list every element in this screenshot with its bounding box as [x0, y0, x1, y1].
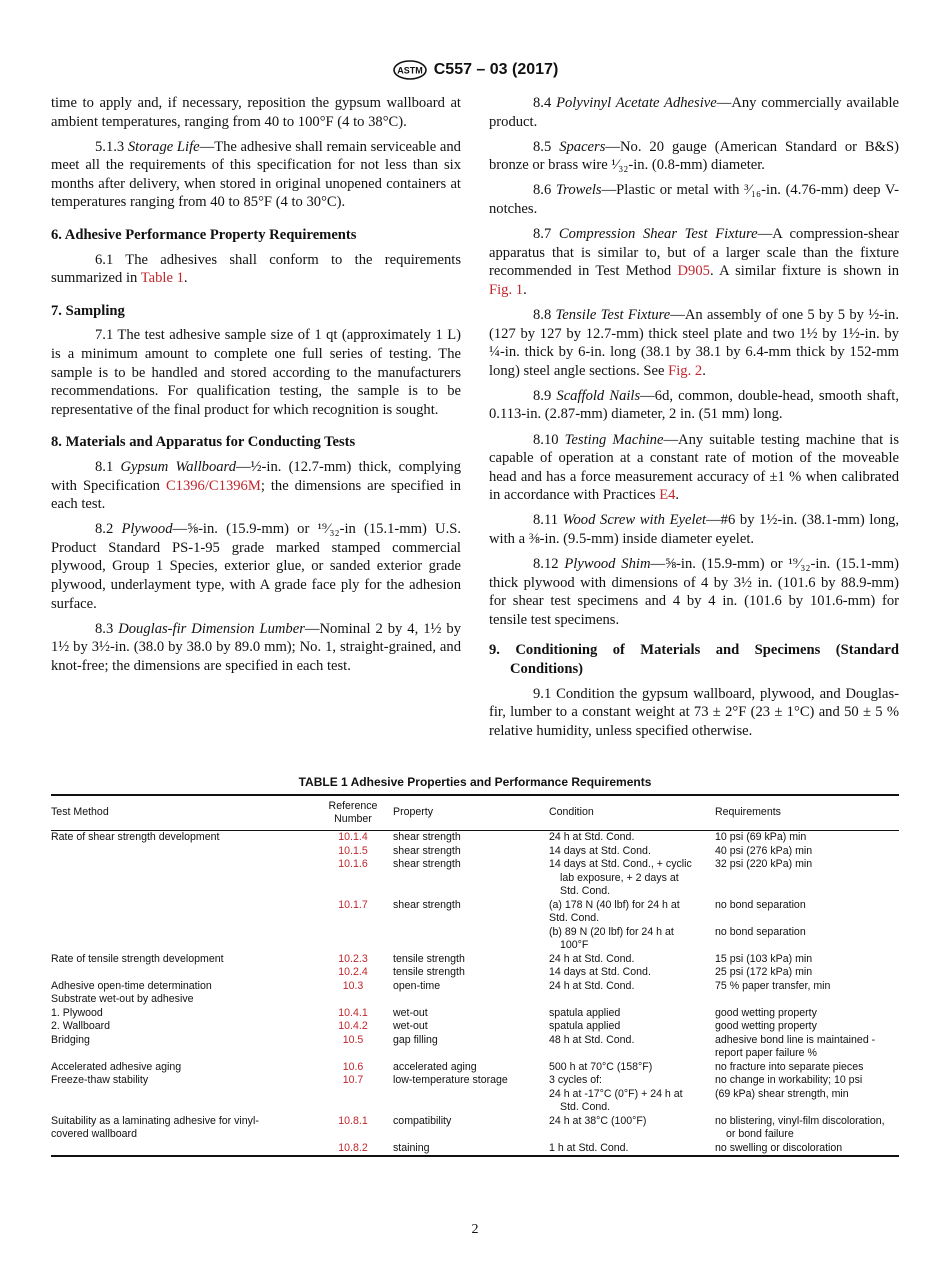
header-property: Property	[393, 795, 549, 831]
paragraph-8-1: 8.1 Gypsum Wallboard—½-in. (12.7-mm) thick, complying with Specification C1396/C1396M; the dimensions are specified in each test.	[51, 459, 462, 513]
table-row: 10.8.2 staining 1 h at Std. Cond. no swelling or discoloration	[51, 1142, 899, 1157]
table-row: 2. Wallboard 10.4.2 wet-out spatula applied good wetting property	[51, 1020, 817, 1032]
section-heading-6: 6. Adhesive Performance Property Requirements	[51, 227, 357, 244]
reference-link[interactable]: 10.4.2	[338, 1020, 368, 1032]
c1396-link[interactable]: C1396/C1396M	[165, 477, 261, 494]
left-column	[51, 94, 461, 682]
paragraph-8-8: 8.8 Tensile Test Fixture—An assembly of one 5 by 5 by ½-in. (127 by 127 by 12.7-mm) thick steel plate and two 1½ by 1½-in. by ¼-in. thick by 6-in. long (38.1 by 38.1 by 6.4-mm thick by 152-mm long) steel angle sections. See Fig. 2.	[489, 306, 900, 379]
paragraph-8-10: 8.10 Testing Machine—Any suitable testing machine that is capable of operation at a constant rate of motion of the moveable head and has a force measurement accuracy of ±1 % when calibrated in accordance with Practices E4.	[489, 431, 900, 504]
reference-link[interactable]: 10.1.7	[338, 898, 368, 911]
d905-link[interactable]: D905	[677, 263, 710, 280]
paragraph-8-3: 8.3 Douglas-fir Dimension Lumber—Nominal 2 by 4, 1½ by 1½ by 3½-in. (38.0 by 38.0 by 89.0 mm); No. 1, straight-grained, and knot-free; the dimensions are specified in each test.	[51, 620, 462, 674]
paragraph-8-9: 8.9 Scaffold Nails—6d, common, double-head, smooth shaft, 0.113-in. (2.87-mm) diameter, 2 in. (51 mm) long.	[489, 387, 900, 423]
paragraph-9-1: 9.1 Condition the gypsum wallboard, plywood, and Douglas-fir, lumber to a constant weight at 73 ± 2°F (23 ± 1°C) and 50 ± 5 % relative humidity, unless specified otherwise.	[489, 685, 899, 739]
table-row: 10.1.6 shear strength 14 days at Std. Cond., + cyclic lab exposure, + 2 days at Std. Cond. 32 psi (220 kPa) min	[51, 858, 899, 899]
fig-2-link[interactable]: Fig. 2	[668, 362, 703, 379]
header-test-method: Test Method	[51, 795, 313, 831]
table-row: Substrate wet-out by adhesive	[51, 993, 194, 1005]
reference-link[interactable]: 10.8.2	[313, 1142, 393, 1157]
paragraph-8-4: 8.4 Polyvinyl Acetate Adhesive—Any commercially available product.	[489, 95, 899, 130]
paragraph-6-1: 6.1 The adhesives shall conform to the requirements summarized in Table 1.	[51, 251, 461, 287]
paragraph-8-11: 8.11 Wood Screw with Eyelet—#6 by 1½-in. (38.1-mm) long, with a ⅜-in. (9.5-mm) inside diameter eyelet.	[489, 512, 899, 547]
header-condition: Condition	[549, 795, 715, 831]
page-header	[0, 60, 950, 84]
section-heading-7: 7. Sampling	[51, 302, 125, 319]
section-heading-8: 8. Materials and Apparatus for Conducting Tests	[51, 434, 356, 451]
astm-logo-icon	[392, 60, 428, 80]
section-heading-9: 9. Conditioning of Materials and Specimens (Standard Conditions)	[489, 642, 899, 678]
reference-link[interactable]: 10.6	[342, 1060, 364, 1073]
table-row: Freeze-thaw stability 10.7 low-temperature storage 3 cycles of: 24 h at -17°C (0°F) + 24 h at Std. Cond. no change in workability; 10 psi (69 kPa) shear strength, min	[51, 1074, 863, 1113]
table-row: Suitability as a laminating adhesive for vinyl- covered wallboard 10.8.1 compatibility 24 h at 38°C (100°F) no blistering, vinyl-film discoloration, or bond failure	[51, 1114, 885, 1140]
paragraph-8-6: 8.6 Trowels—Plastic or metal with ³⁄₁₆-in. (4.76-mm) deep V-notches.	[489, 182, 899, 217]
reference-link[interactable]: 10.8.1	[338, 1114, 368, 1127]
paragraph-continuation: time to apply and, if necessary, reposition the gypsum wallboard at ambient temperatures, ranging from 40 to 100°F (4 to 38°C).	[51, 95, 461, 130]
page-number: 2	[471, 1222, 479, 1237]
reference-link[interactable]: 10.1.6	[338, 858, 368, 870]
table-row: Rate of tensile strength development 10.2.3 tensile strength 24 h at Std. Cond. 15 psi (103 kPa) min	[51, 952, 813, 965]
fig-1-link[interactable]: Fig. 1	[489, 281, 524, 298]
paragraph-8-12: 8.12 Plywood Shim—⅝-in. (15.9-mm) or ¹⁹⁄₃₂-in. (15.1-mm) thick plywood with dimensions of 4 by 3½ in. (101.6 by 88.9-mm) for shear test specimens and 4 by 4 in. (101.6 by 101.6-mm) for tensile test specimens.	[489, 556, 899, 628]
table-1-link[interactable]: Table 1	[140, 270, 184, 287]
paragraph-8-5: 8.5 Spacers—No. 20 gauge (American Standard or B&S) bronze or brass wire ¹⁄₃₂-in. (0.8-mm) diameter.	[489, 138, 899, 174]
paragraph-5-1-3: 5.1.3 Storage Life—The adhesive shall remain serviceable and meet all the requirements of this specification for not less than six months after delivery, when stored in original unopened containers at temperatures ranging from 40 to 85°F (4 to 30°C).	[51, 138, 461, 211]
header-requirements: Requirements	[715, 795, 899, 831]
table-row: 1. Plywood 10.4.1 wet-out spatula applied good wetting property	[51, 1006, 817, 1019]
reference-link[interactable]: 10.2.3	[338, 952, 368, 965]
table-row: Rate of shear strength development 10.1.4 shear strength 24 h at Std. Cond. 10 psi (69 kPa) min	[51, 831, 807, 843]
table-row: Accelerated adhesive aging 10.6 accelerated aging 500 h at 70°C (158°F) no fracture into separate pieces	[51, 1060, 864, 1073]
reference-link[interactable]: 10.1.5	[338, 844, 368, 857]
table-row: Bridging 10.5 gap filling 48 h at Std. Cond. adhesive bond line is maintained - report paper failure %	[51, 1033, 876, 1059]
adhesive-properties-table	[51, 794, 899, 1157]
svg-text:ASTM: ASTM	[396, 65, 423, 76]
table-row: 10.2.4 tensile strength 14 days at Std. Cond. 25 psi (172 kPa) min	[51, 966, 899, 980]
header-reference-number: Reference Number	[313, 795, 393, 831]
reference-link[interactable]: 10.1.4	[338, 831, 368, 843]
right-column	[489, 94, 899, 747]
table-header-row	[51, 795, 899, 831]
reference-link[interactable]: 10.2.4	[338, 966, 368, 978]
table-row: Adhesive open-time determination 10.3 open-time 24 h at Std. Cond. 75 % paper transfer, min	[51, 979, 831, 992]
reference-link[interactable]: 10.3	[342, 979, 364, 992]
table-title: TABLE 1 Adhesive Properties and Performance Requirements	[298, 775, 652, 789]
e4-link[interactable]: E4	[659, 487, 676, 504]
table-row: 10.1.5 shear strength 14 days at Std. Cond. 40 psi (276 kPa) min	[51, 845, 899, 859]
paragraph-7-1: 7.1 The test adhesive sample size of 1 qt (approximately 1 L) is a minimum amount to complete one full series of testing. The sample is to be handled and stored according to the manufacturers recommendations. For qualification testing, the sample is to be representative of the final product for which recognition is sought.	[51, 327, 461, 418]
table-row: 10.1.7 shear strength (a) 178 N (40 lbf) for 24 h at Std. Cond. no bond separation	[51, 899, 899, 926]
table-row: (b) 89 N (20 lbf) for 24 h at 100°F no bond separation	[549, 925, 806, 951]
reference-link[interactable]: 10.4.1	[338, 1006, 368, 1019]
paragraph-8-7: 8.7 Compression Shear Test Fixture—A compression-shear apparatus that is similar to, but of a larger scale than the fixture recommended in Test Method D905. A similar fixture is shown in Fig. 1.	[489, 226, 899, 298]
reference-link[interactable]: 10.5	[342, 1033, 364, 1046]
standard-designation: C557 – 03 (2017)	[433, 61, 559, 78]
paragraph-8-2: 8.2 Plywood—⅝-in. (15.9-mm) or ¹⁹⁄₃₂-in (15.1-mm) U.S. Product Standard PS-1-95 grade marked stamped commercial plywood, Group 1 Species, exterior glue, or sanded exterior grade plywood, underlayment type, with A grade face ply for the adhesion surface.	[51, 521, 461, 612]
reference-link[interactable]: 10.7	[342, 1074, 364, 1086]
